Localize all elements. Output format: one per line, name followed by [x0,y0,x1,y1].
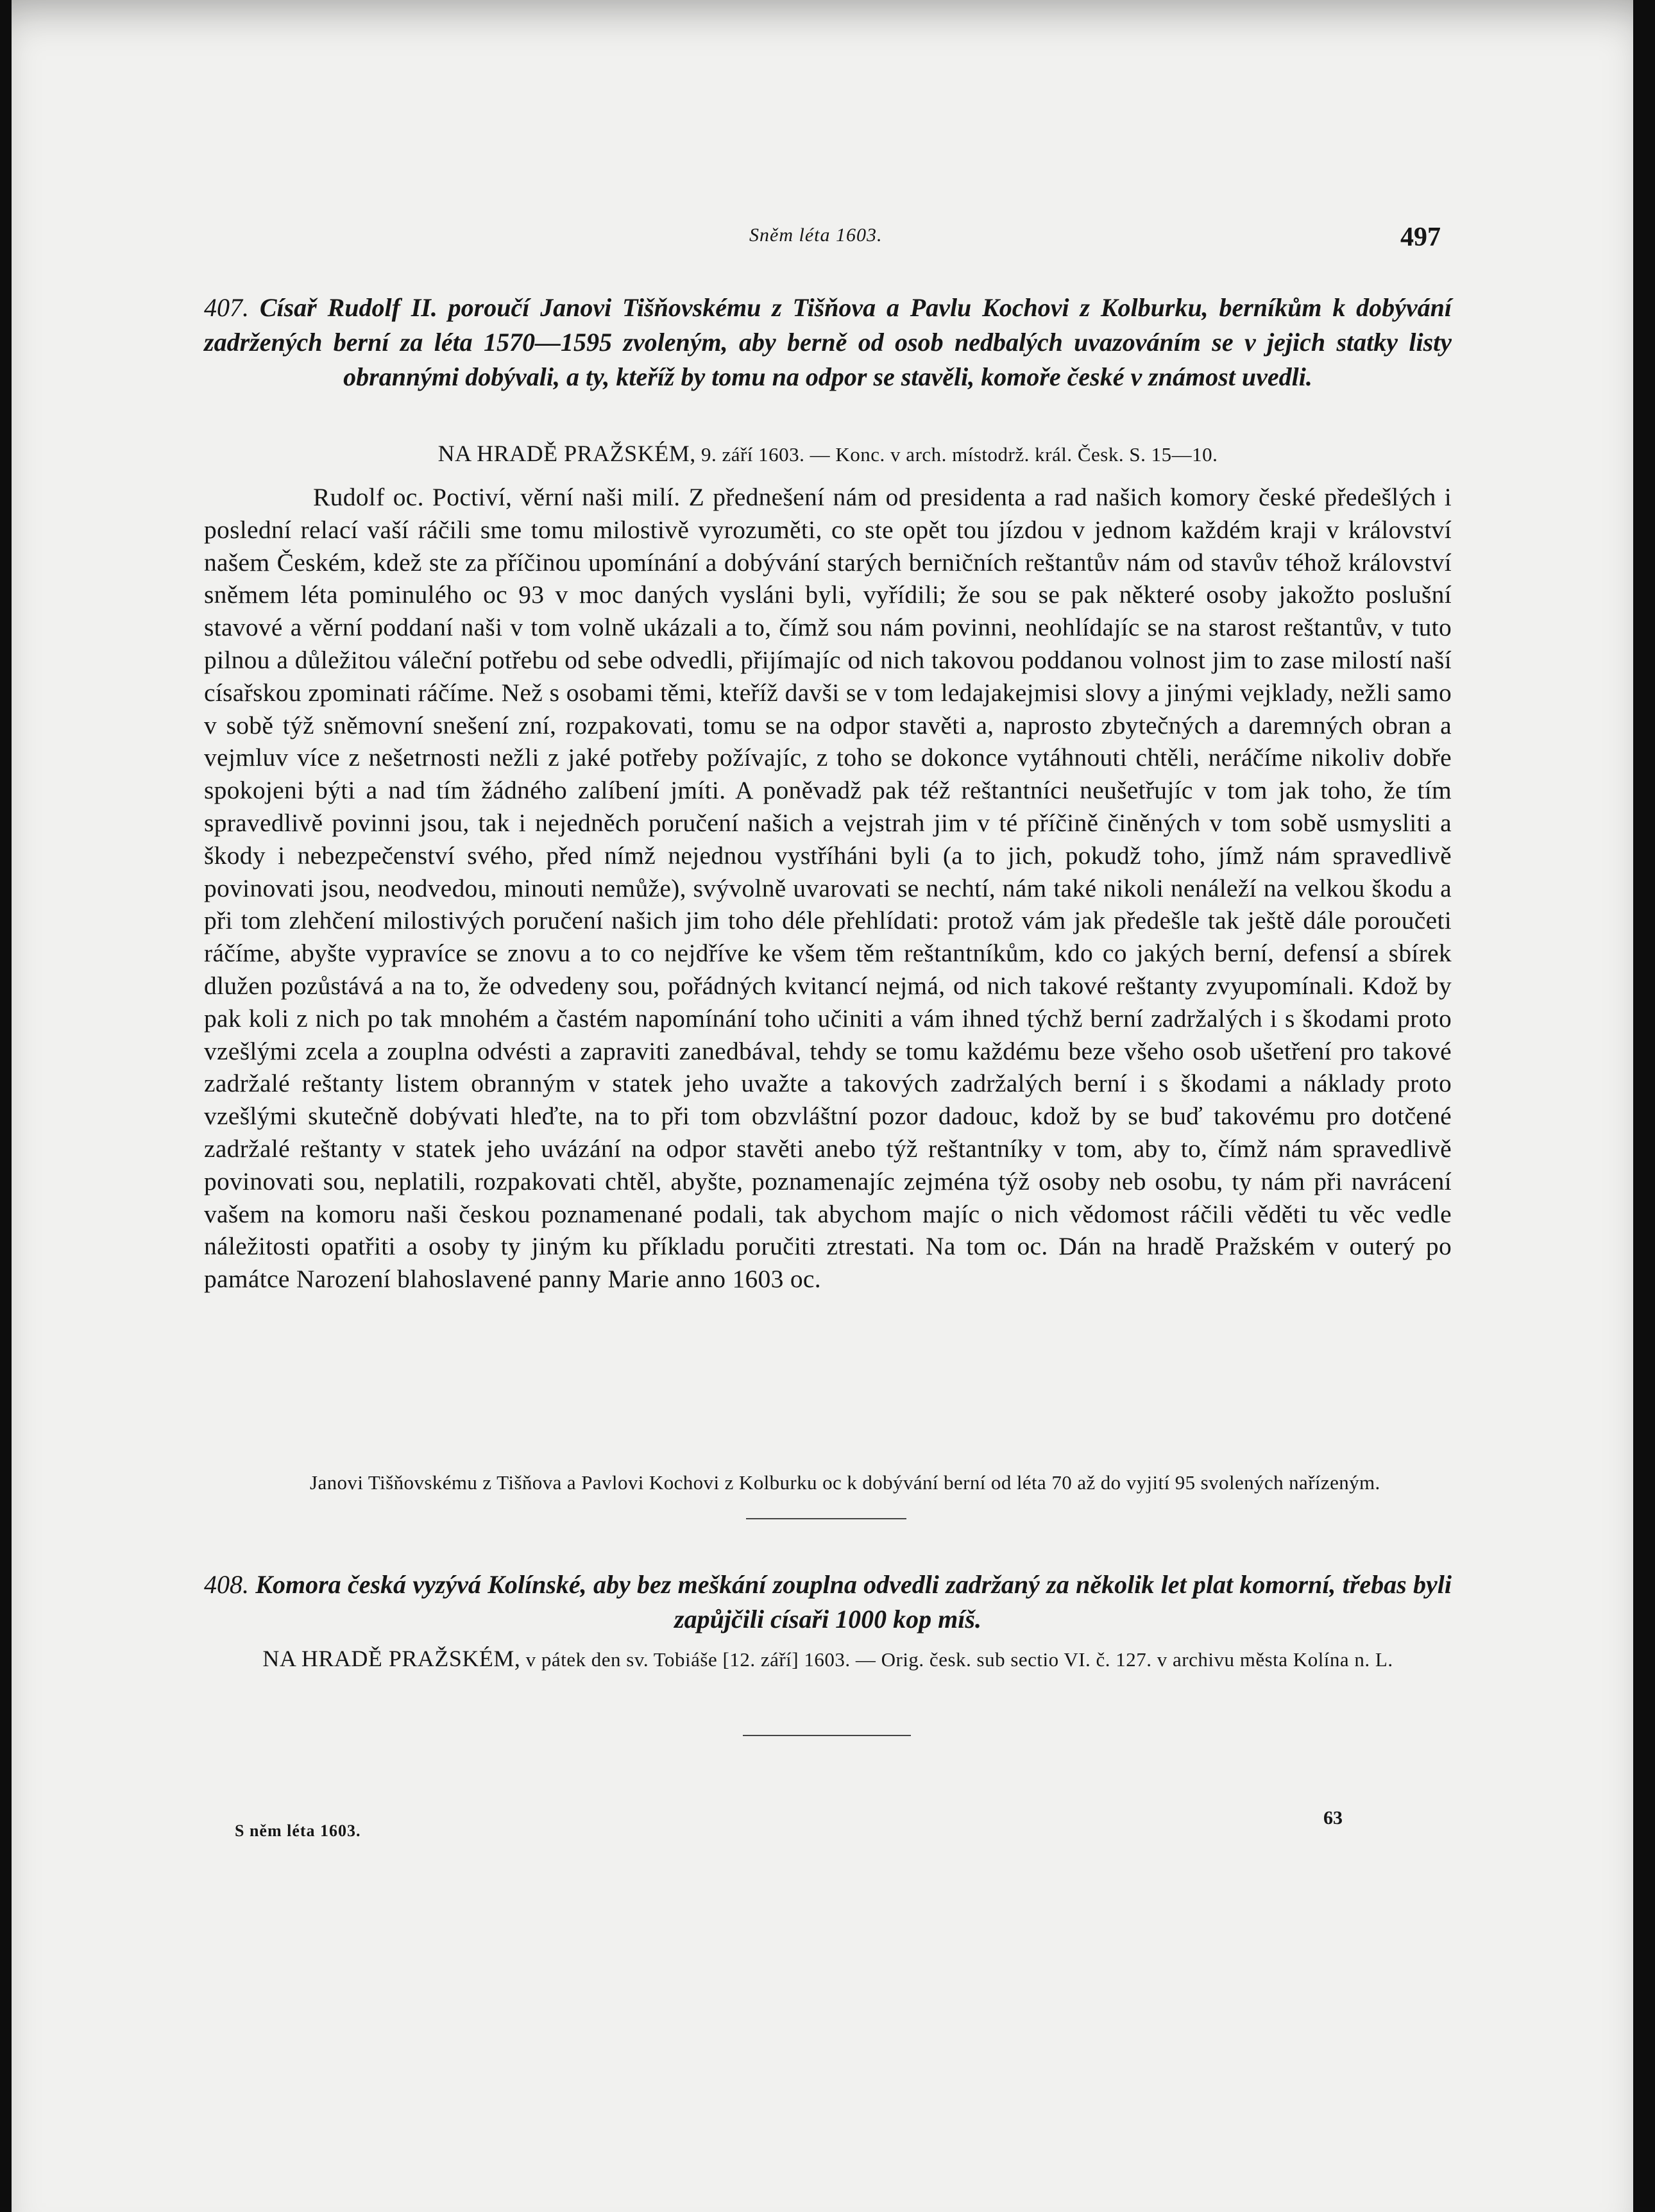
entry-number: 408. [204,1570,249,1599]
source-place: NA HRADĚ PRAŽSKÉM, [262,1646,521,1671]
entry-summary: Císař Rudolf II. poroučí Janovi Tišňovskému z Tišňova a Pavlu Kochovi z Kolburku, berníkům k dobývání zadržených berní za léta 1570—1595 zvoleným, aby berně od osob nedbalých uvazováním se v jejich statky listy obrannými dobývali, a ty, kteříž by tomu na odpor se stavěli, komoře české v známost uvedli. [204,293,1452,391]
entry-408-heading [204,1567,1452,1637]
divider [746,1518,906,1519]
sheet-number: 63 [1323,1807,1343,1828]
printer-signature-mark: S něm léta 1603. [235,1821,361,1840]
source-detail: 9. září 1603. — Konc. v arch. místodrž. král. Česk. S. 15—10. [700,443,1218,466]
entry-407-source [204,439,1452,469]
entry-407-body: Rudolf oc. Poctiví, věrní naši milí. Z přednešení nám od presidenta a rad našich komory české předešlých i poslední relací vaší ráčili sme tomu milostivě vyrozuměti, co ste opět tou jízdou v jednom každém kraji v království našem Českém, kdež ste za příčinou upomínání a dobývání starých berničních reštantův nám od stavův téhož království sněmem léta pominulého oc 93 v moc daných vysláni byli, vyřídili; že sou se pak některé osoby jakožto poslušní stavové a věrní poddaní naši v tom volně ukázali a to, čímž sou nám povinni, neohlídajíc se na starost reštantův, v tuto pilnou a důležitou váleční potřebu od sebe odvedli, přijímajíc od nich takovou poddanou volnost jim to zase milostí naší císařskou zpominati ráčíme. Než s osobami těmi, kteříž davši se v tom ledajakejmisi slovy a jinými vejklady, nežli samo v sobě týž sněmovní snešení zní, rozpakovati, tomu se na odpor stavěti a, naprosto zbytečných a daremných obran a vejmluv více z nešetrnosti nežli z jaké potřeby požívajíc, z toho se dokonce vytáhnouti chtěli, neráčíme nikoliv dobře spokojeni býti a nad tím žádného zalíbení jmíti. A poněvadž pak též reštantníci neušetřujíc v tom jak toho, že tím spravedlivě povinni jsou, tak i nejedněch poručení našich a vejstrah jim v té příčině činěných v tom sobě usmysliti a škody i nebezpečenství svého, před nímž nejednou vystříháni byli (a to jich, pokudž toho, jímž nám spravedlivě povinovati jsou, neodvedou, minouti nemůže), svývolně uvarovati se nechtí, nám také nikoli nenáleží na velkou škodu a při tom zlehčení milostivých poručení našich jim toho déle přehlídati: protož vám jak předešle tak ještě dále poroučeti ráčíme, abyšte vypravíce se znovu a to co nejdříve ke všem těm reštantníkům, kdo co jakých berní, defensí a sbírek dlužen pozůstává a na to, že odvedeny sou, pořádných kvitancí nejmá, od nich takové reštanty zvyupomínali. Kdož by pak koli z nich po tak mnohém a častém napomínání toho učiniti a vám ihned týchž berní zadržalých i s škodami proto vzešlými zcela a zouplna odvésti a zapraviti zanedbával, tehdy se tomu každému beze všeho osob ušetření pro takové zadržalé reštanty listem obranným v statek jeho uvažte a takových zadržalých berní i s škodami a náklady proto vzešlými skutečně dobývati hleďte, na to při tom obzvláštní pozor dadouc, kdož by se buď takovému pro dotčené zadržalé reštanty v statek jeho uvázání na odpor stavěti anebo týž reštantníky v tom, aby to, čímž nám spravedlivě povinovati sou, neplatili, rozpakovati chtěl, abyšte, poznamenajíc zejména týž osoby neb osobu, ty nám při navrácení vašem na komoru naši českou poznamenané podali, tak abychom majíc o nich vědomost ráčili věděti tu věc vedle náležitosti opatřiti a osoby ty jiným ku příkladu poručiti ztrestati. Na tom oc. Dán na hradě Pražském v outerý po památce Narození blahoslavené panny Marie anno 1603 oc. [204,483,1452,1294]
source-place: NA HRADĚ PRAŽSKÉM, [437,441,696,466]
entry-408-source [204,1644,1452,1675]
entry-summary: Komora česká vyzývá Kolínské, aby bez meškání zouplna odvedli zadržaný za několik let plat komorní, třebas byli zapůjčili císaři 1000 kop míš. [255,1570,1452,1634]
book-page [12,0,1633,2212]
source-detail: v pátek den sv. Tobiáše [12. září] 1603. — Orig. česk. sub sectio VI. č. 127. v archivu města Kolína n. L. [525,1648,1393,1671]
divider [743,1735,911,1736]
page-number: 497 [1400,223,1441,252]
entry-number: 407. [204,293,249,322]
running-title: Sněm léta 1603. [749,224,883,246]
entry-407-heading [204,291,1452,394]
entry-407-address-note: Janovi Tišňovskému z Tišňova a Pavlovi Kochovi z Kolburku oc k dobývání berní od léta 70 až do vyjití 95 svolených nařízeným. [310,1471,1380,1494]
